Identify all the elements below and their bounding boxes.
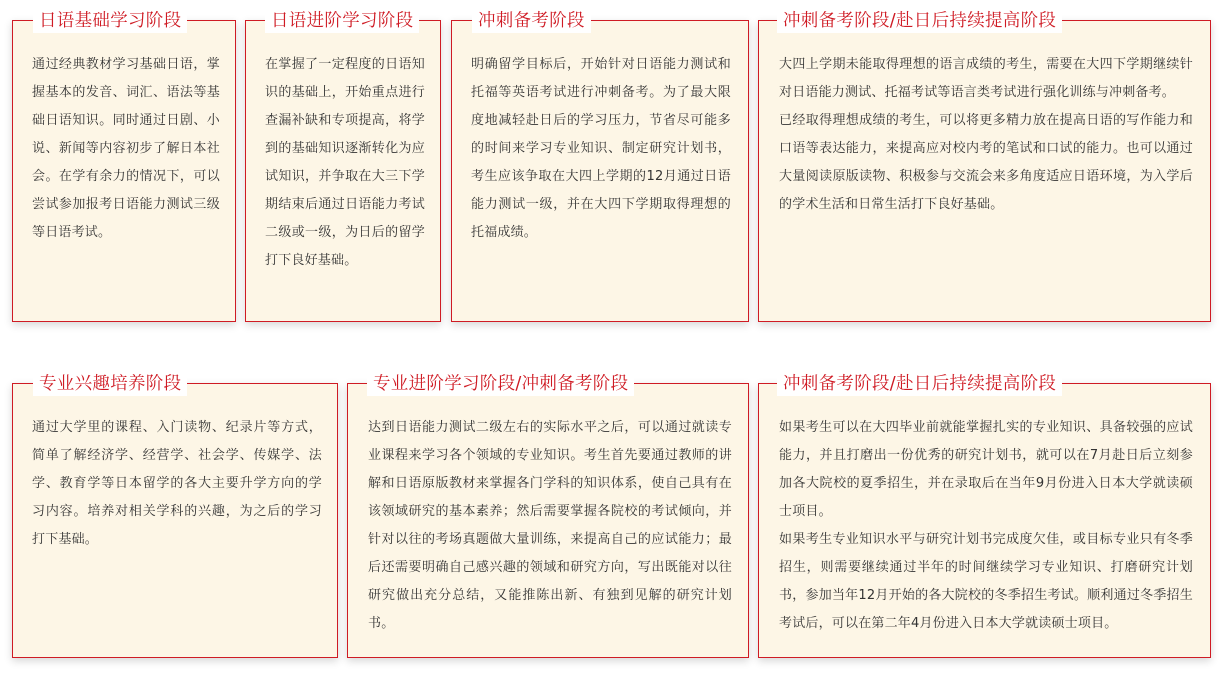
stage-paragraph: 如果考生专业知识水平与研究计划书完成度欠佳，或目标专业只有冬季招生，则需要继续通过半年的时间继续学习专业知识、打磨研究计划书，参加当年12月开始的各大院校的冬季招生考试。顺利通过冬季招生考试后，可以在第二年4月份进入日本大学就读硕士项目。 bbox=[779, 532, 1193, 631]
stage-card-sprint-continuous-major bbox=[758, 374, 1211, 658]
stage-title: 日语基础学习阶段 bbox=[33, 9, 187, 33]
stage-title: 专业兴趣培养阶段 bbox=[33, 372, 187, 396]
stage-description bbox=[32, 51, 220, 247]
stage-paragraph: 已经取得理想成绩的考生，可以将更多精力放在提高日语的写作能力和口语等表达能力，来提高应对校内考的笔试和口试的能力。也可以通过大量阅读原版读物、积极参与交流会来多角度适应日语环境，为入学后的学术生活和日常生活打下良好基础。 bbox=[779, 113, 1193, 212]
stage-card-japanese-basics bbox=[12, 11, 236, 322]
stage-paragraph: 达到日语能力测试二级左右的实际水平之后，可以通过就读专业课程来学习各个领域的专业知识。考生首先要通过教师的讲解和日语原版教材来掌握各门学科的知识体系，使自己具有在该领域研究的基本素养；然后需要掌握各院校的考试倾向，并针对以往的考场真题做大量训练，来提高自己的应试能力；最后还需要明确自己感兴趣的领域和研究方向，写出既能对以往研究做出充分总结，又能推陈出新、有独到见解的研究计划书。 bbox=[368, 420, 732, 631]
stage-paragraph: 如果考生可以在大四毕业前就能掌握扎实的专业知识、具备较强的应试能力，并且打磨出一份优秀的研究计划书，就可以在7月赴日后立刻参加各大院校的夏季招生，并在录取后在当年9月份进入日本大学就读硕士项目。 bbox=[779, 420, 1193, 519]
stage-title: 日语进阶学习阶段 bbox=[265, 9, 419, 33]
stage-title: 冲刺备考阶段/赴日后持续提高阶段 bbox=[777, 9, 1062, 33]
stage-paragraph: 明确留学目标后，开始针对日语能力测试和托福等英语考试进行冲刺备考。为了最大限度地减轻赴日后的学习压力，节省尽可能多的时间来学习专业知识、制定研究计划书，考生应该争取在大四上学期的12月通过日语能力测试一级，并在大四下学期取得理想的托福成绩。 bbox=[471, 57, 731, 240]
stage-description bbox=[265, 51, 425, 275]
stage-card-sprint-prep bbox=[451, 11, 749, 322]
stage-description bbox=[32, 414, 322, 554]
stage-title: 冲刺备考阶段 bbox=[472, 9, 591, 33]
stage-card-major-interest bbox=[12, 374, 338, 658]
stage-card-japanese-advanced bbox=[245, 11, 441, 322]
stage-title: 冲刺备考阶段/赴日后持续提高阶段 bbox=[777, 372, 1062, 396]
stage-description bbox=[779, 414, 1193, 638]
stage-paragraph: 通过经典教材学习基础日语，掌握基本的发音、词汇、语法等基础日语知识。同时通过日剧、小说、新闻等内容初步了解日本社会。在学有余力的情况下，可以尝试参加报考日语能力测试三级等日语考试。 bbox=[32, 57, 220, 240]
stage-paragraph: 大四上学期未能取得理想的语言成绩的考生，需要在大四下学期继续针对日语能力测试、托福考试等语言类考试进行强化训练与冲刺备考。 bbox=[779, 57, 1193, 100]
stage-description bbox=[368, 414, 732, 638]
stage-description bbox=[471, 51, 731, 247]
stage-card-sprint-continuous bbox=[758, 11, 1211, 322]
stage-title: 专业进阶学习阶段/冲刺备考阶段 bbox=[367, 372, 634, 396]
stage-description bbox=[779, 51, 1193, 219]
stage-paragraph: 在掌握了一定程度的日语知识的基础上，开始重点进行查漏补缺和专项提高，将学到的基础知识逐渐转化为应试知识，并争取在大三下学期结束后通过日语能力考试二级或一级，为日后的留学打下良好基础。 bbox=[265, 57, 425, 268]
stage-paragraph: 通过大学里的课程、入门读物、纪录片等方式，简单了解经济学、经营学、社会学、传媒学、法学、教育学等日本留学的各大主要升学方向的学习内容。培养对相关学科的兴趣，为之后的学习打下基础。 bbox=[32, 420, 322, 547]
stage-card-major-advanced bbox=[347, 374, 749, 658]
